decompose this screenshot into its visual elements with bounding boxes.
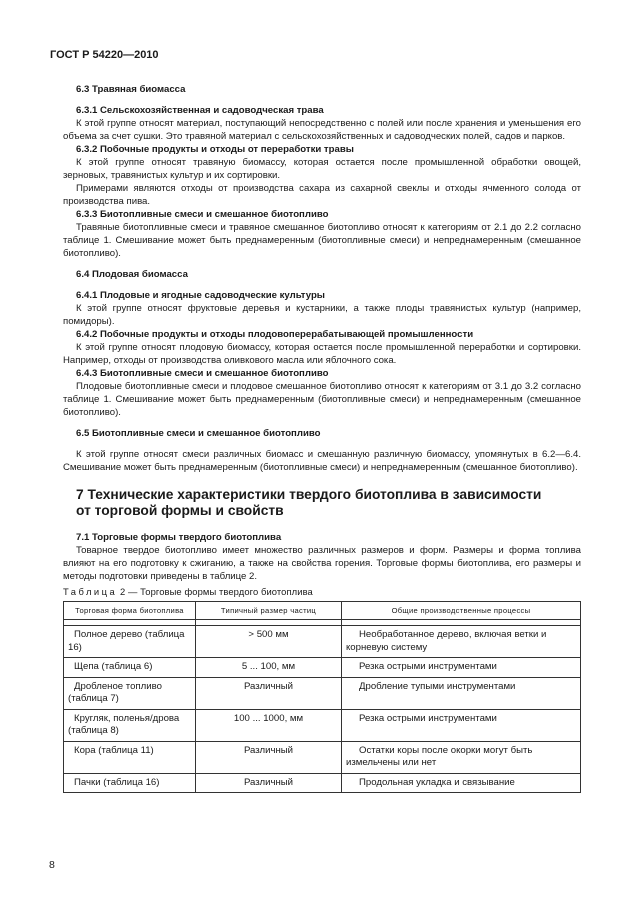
table-caption-text: 2 — Торговые формы твердого биотоплива <box>117 586 313 597</box>
section-6-4-3-title: 6.4.3 Биотопливные смеси и смешанное биотопливо <box>76 368 329 379</box>
table-header-cell: Торговая форма биотоплива <box>64 602 196 620</box>
table-cell: Остатки коры после окорки могут быть измельчены или нет <box>342 741 581 773</box>
table-cell: Кругляк, поленья/дрова (таблица 8) <box>64 709 196 741</box>
paragraph: К этой группе относят фруктовые деревья и кустарники, а также плоды травянистых культур (например, помидоры). <box>63 303 581 327</box>
table-cell: Резка острыми инструментами <box>342 709 581 741</box>
table-row <box>64 709 581 741</box>
table-cell: Резка острыми инструментами <box>342 658 581 678</box>
section-7-title-line1: 7 Технические характеристики твердого биотоплива в зависимости <box>76 487 542 502</box>
paragraph: Плодовые биотопливные смеси и плодовое смешанное биотопливо относят к категориям от 3.1 до 3.2 согласно таблице 1. Смешивание может быть преднамеренным (биотопливные смеси) и непреднамеренным (смешанное биотопливо). <box>63 381 581 418</box>
table-cell: Щепа (таблица 6) <box>64 658 196 678</box>
table-cell: Необработанное дерево, включая ветки и корневую систему <box>342 626 581 658</box>
section-6-4-2-title: 6.4.2 Побочные продукты и отходы плодовоперерабатывающей промышленности <box>76 329 474 340</box>
section-6-4-1-title: 6.4.1 Плодовые и ягодные садоводческие культуры <box>76 290 325 301</box>
table-row <box>64 658 581 678</box>
table-cell: Различный <box>196 773 342 793</box>
table-header-cell: Типичный размер частиц <box>196 602 342 620</box>
section-7-1-title: 7.1 Торговые формы твердого биотоплива <box>76 532 282 543</box>
table-row <box>64 626 581 658</box>
table-cell: 5 ... 100, мм <box>196 658 342 678</box>
table-cell: Продольная укладка и связывание <box>342 773 581 793</box>
paragraph: К этой группе относят плодовую биомассу, которая остается после промышленной переработки и сортировки. Например, отходы от производства оливкового масла или яблочного сока. <box>63 342 581 366</box>
section-6-3-3-title: 6.3.3 Биотопливные смеси и смешанное биотопливо <box>76 209 329 220</box>
table-caption-word: Таблица <box>63 586 118 597</box>
page-content <box>63 83 581 793</box>
table-cell: 100 ... 1000, мм <box>196 709 342 741</box>
section-7-title-line2: от торговой формы и свойств <box>76 503 284 518</box>
paragraph: Товарное твердое биотопливо имеет множество различных размеров и форм. Размеры и форма топлива влияют на его подготовку к сжиганию, а также на свойства горения. Торговые формы биотоплива, его размеры и методы подготовки приведены в таблице 2. <box>63 545 581 582</box>
table-cell: Различный <box>196 677 342 709</box>
paragraph: К этой группе относят материал, поступающий непосредственно с полей или после хранения и уменьшения его объема за счет сушки. Это травяной материал с сельскохозяйственных и садоводческих полей, садов и парков. <box>63 118 581 142</box>
document-header: ГОСТ Р 54220—2010 <box>50 49 159 61</box>
section-6-5-title: 6.5 Биотопливные смеси и смешанное биотопливо <box>76 428 321 439</box>
table-header-cell: Общие производственные процессы <box>342 602 581 620</box>
paragraph: Примерами являются отходы от производства сахара из сахарной свеклы и отходы ячменного солода от производства пива. <box>63 183 581 207</box>
section-6-3-1-title: 6.3.1 Сельскохозяйственная и садоводческая трава <box>76 105 324 116</box>
table-cell: Дробление тупыми инструментами <box>342 677 581 709</box>
table-cell: Различный <box>196 741 342 773</box>
table-cell: Дробленое топливо (таблица 7) <box>64 677 196 709</box>
table-header-row <box>64 602 581 620</box>
paragraph: Травяные биотопливные смеси и травяное смешанное биотопливо относят к категориям от 2.1 до 2.2 согласно таблице 1. Смешивание может быть преднамеренным (биотопливные смеси) и непреднамеренным (смешанное биотопливо). <box>63 222 581 259</box>
table-cell: > 500 мм <box>196 626 342 658</box>
paragraph: К этой группе относят смеси различных биомасс и смешанную различную биомассу, упомянутых в 6.2—6.4. Смешивание может быть преднамеренным (биотопливные смеси) и непреднамеренным (смешанное биотопливо). <box>63 449 581 473</box>
page-number: 8 <box>49 859 55 871</box>
table-row <box>64 741 581 773</box>
table-row <box>64 677 581 709</box>
table-cell: Полное дерево (таблица 16) <box>64 626 196 658</box>
table-caption <box>63 585 581 598</box>
section-6-4-title: 6.4 Плодовая биомасса <box>76 269 188 280</box>
commercial-forms-table <box>63 601 581 793</box>
table-row <box>64 773 581 793</box>
paragraph: К этой группе относят травяную биомассу, которая остается после промышленной обработки овощей, зерновых, травянистых культур и их сортировки. <box>63 157 581 181</box>
section-6-3-2-title: 6.3.2 Побочные продукты и отходы от переработки травы <box>76 144 354 155</box>
section-6-3-title: 6.3 Травяная биомасса <box>76 84 186 95</box>
table-cell: Пачки (таблица 16) <box>64 773 196 793</box>
table-cell: Кора (таблица 11) <box>64 741 196 773</box>
